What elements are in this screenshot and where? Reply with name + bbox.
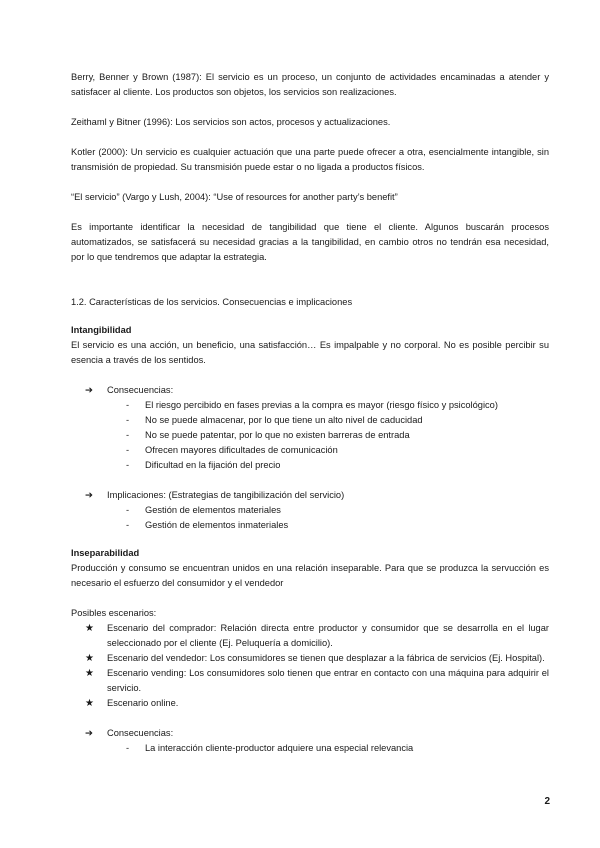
dash-icon: - (126, 520, 130, 530)
list-item: - Dificultad en la fijación del precio (126, 458, 549, 473)
list-item: - Ofrecen mayores dificultades de comunicación (126, 443, 549, 458)
paragraph-tangibilidad: Es importante identificar la necesidad de tangibilidad que tiene el cliente. Algunos buscarán procesos automatizados, se satisfacerá su necesidad gracias a la tangibilidad, en cambio otros no tendrán esa necesidad, por lo que tendremos que adaptar la estrategia. (71, 222, 549, 262)
inseparabilidad-consecuencias-list (126, 741, 549, 756)
paragraph-zeithaml: Zeithaml y Bitner (1996): Los servicios son actos, procesos y actualizaciones. (71, 117, 391, 127)
star-icon: ★ (85, 698, 94, 709)
dash-icon: - (126, 460, 130, 470)
list-item: ★ Escenario vending: Los consumidores solo tienen que entrar en contacto con una máquina para adquirir el servicio. (85, 666, 549, 696)
list-item: - No se puede patentar, por lo que no existen barreras de entrada (126, 428, 549, 443)
paragraph-vargo: “El servicio” (Vargo y Lush, 2004): “Use of resources for another party’s benefit” (71, 192, 398, 202)
list-item: ★ Escenario del comprador: Relación directa entre productor y consumidor que se desarrolla en el lugar seleccionado por el cliente (Ej. Peluquería a domicilio). (85, 621, 549, 651)
arrow-icon: ➔ (85, 728, 93, 738)
consecuencias-list (126, 398, 549, 473)
paragraph-kotler: Kotler (2000): Un servicio es cualquier actuación que una parte puede ofrecer a otra, esencialmente intangible, sin transmisión de propiedad. Su transmisión puede estar o no ligada a productos físicos. (71, 147, 549, 172)
page-content (71, 70, 549, 756)
dash-icon: - (126, 445, 130, 455)
list-item: - El riesgo percibido en fases previas a la compra es mayor (riesgo físico y psicológico) (126, 398, 549, 413)
heading-inseparabilidad: Inseparabilidad (71, 548, 140, 558)
list-item: - Gestión de elementos materiales (126, 503, 549, 518)
implicaciones-list (126, 503, 549, 533)
inseparabilidad-text: Producción y consumo se encuentran unidos en una relación inseparable. Para que se produzca la servucción es necesario el esfuerzo del consumidor y el vendedor (71, 563, 549, 588)
intangibilidad-consecuencias (85, 383, 549, 398)
implicaciones-label: Implicaciones: (Estrategias de tangibilización del servicio) (107, 490, 345, 500)
star-icon: ★ (85, 668, 94, 679)
paragraph-berry: Berry, Benner y Brown (1987): El servicio es un proceso, un conjunto de actividades encaminadas a atender y satisfacer al cliente. Los productos son objetos, los servicios son realizaciones. (71, 72, 549, 97)
list-item: ★ Escenario del vendedor: Los consumidores se tienen que desplazar a la fábrica de servicios (Ej. Hospital). (85, 653, 545, 664)
consecuencias-label: Consecuencias: (107, 728, 174, 738)
arrow-icon: ➔ (85, 490, 93, 500)
list-item: - No se puede almacenar, por lo que tiene un alto nivel de caducidad (126, 413, 549, 428)
escenarios-list (85, 621, 549, 711)
list-item: ★ Escenario online. (85, 698, 179, 709)
inseparabilidad-consecuencias (85, 726, 549, 741)
dash-icon: - (126, 743, 130, 753)
dash-icon: - (126, 400, 130, 410)
arrow-icon: ➔ (85, 385, 93, 395)
escenarios-label: Posibles escenarios: (71, 608, 157, 618)
dash-icon: - (126, 430, 130, 440)
intangibilidad-implicaciones (85, 488, 549, 503)
intangibilidad-text: El servicio es una acción, un beneficio, una satisfacción… Es impalpable y no corporal. No es posible percibir su esencia a través de los sentidos. (71, 340, 549, 365)
star-icon: ★ (85, 653, 94, 664)
list-item: - Gestión de elementos inmateriales (126, 518, 549, 533)
list-item: - La interacción cliente-productor adquiere una especial relevancia (126, 741, 549, 756)
page-number: 2 (544, 796, 550, 807)
dash-icon: - (126, 505, 130, 515)
dash-icon: - (126, 415, 130, 425)
consecuencias-label: Consecuencias: (107, 385, 174, 395)
star-icon: ★ (85, 623, 94, 634)
section-title: 1.2. Características de los servicios. Consecuencias e implicaciones (71, 297, 353, 307)
heading-intangibilidad: Intangibilidad (71, 325, 132, 335)
